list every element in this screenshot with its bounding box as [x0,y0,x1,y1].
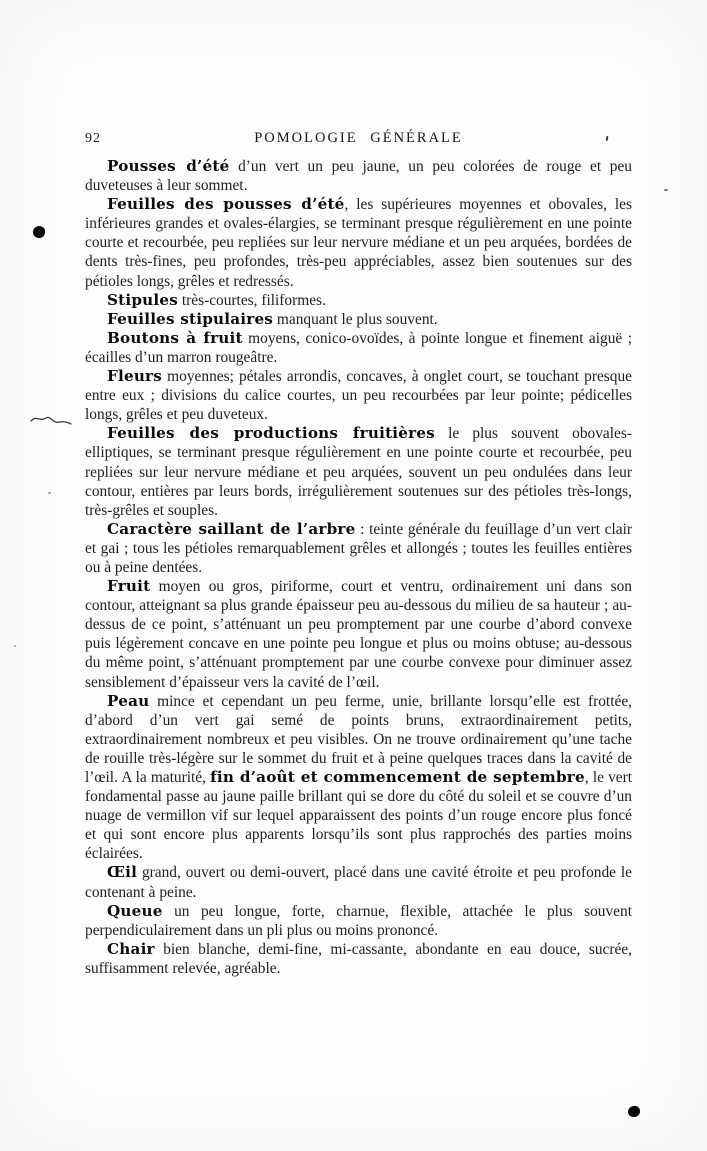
paragraph-text: mince et cependant un peu ferme, unie, brillante lorsqu’elle est frottée, d’abord d’un vert gai semé de points bruns, extraordinairement petits, extraordinairement nombreux et peu visibles. On ne trouve ordinairement qu’une tache de rouille très-légère sur le sommet du fruit et à peine quelques traces dans la cavité de l’œil. A la maturité, [85,692,632,786]
paragraph-lead-bold: Pousses d’été [107,157,230,175]
paragraph-text: manquant le plus souvent. [273,310,438,328]
paragraph-lead-bold: Queue [107,901,163,920]
paragraph [85,291,632,310]
paragraph-text: : teinte générale du feuillage d’un vert clair et gai ; tous les pétioles remarquablement grêles et allongés ; toutes les feuilles entières ou à peine dentées. [85,520,632,576]
paragraph-text: le plus souvent obovales-elliptiques, se terminant presque régulièrement en une pointe courte et recourbée, peu repliées sur leur nervure médiane et peu arquées, souvent un peu ondulées dans leur contour, entières par leurs bords, irrégulièrement soutenues sur des pétioles très-longs, très-grêles et souples. [85,425,632,519]
paragraph-lead-bold: Feuilles des pousses d’été [107,195,345,214]
scan-speck-icon [14,645,16,647]
paragraph-lead-bold: fin d’août et commencement de septembre [210,768,585,786]
page-number: 92 [85,131,101,146]
paragraph-text: moyens, conico-ovoïdes, à pointe longue et finement aiguë ; écailles d’un marron rougeâtre. [85,329,632,366]
paragraph-lead-bold: Chair [107,939,155,958]
paragraph [85,692,632,864]
paragraph [85,577,632,692]
paragraph [85,329,632,367]
scan-speck-icon [48,492,51,494]
paragraph-lead-bold: Œil [107,863,138,882]
scan-speck-icon [664,189,668,191]
paragraph-lead-bold: Stipules [107,290,178,309]
page-header [85,130,632,150]
paragraph [85,367,632,424]
paragraph-text: moyennes; pétales arrondis, concaves, à onglet court, se touchant presque entre eux ; divisions du calice courtes, un peu recourbées par leur pointe; pédicelles longs, grêles et peu duveteux. [85,368,632,424]
paragraph-text: un peu longue, forte, charnue, flexible, attachée le plus souvent perpendiculairement dans un pli plus ou moins prononcé. [85,902,632,939]
paragraph-text: grand, ouvert ou demi-ouvert, placé dans une cavité étroite et peu profonde le contenant à peine. [85,864,632,901]
paragraph-text: moyen ou gros, piriforme, court et ventru, ordinairement uni dans son contour, atteignant sa plus grande épaisseur peu au-dessous du milieu de sa hauteur ; au-dessus de ce point, s’atténuant un peu promptement par une courbe d’abord convexe puis légèrement concave en une pointe peu longue et plus ou moins obtuse; au-dessous du même point, s’atténuant promptement par une courbe convexe pour diminuer assez sensiblement d’épaisseur vers la cavité de l’œil. [85,578,632,691]
ink-dot-left-margin [32,225,47,240]
paragraph-text: , le vert fondamental passe au jaune paille brillant qui se dore du côté du soleil et se couvre d’un nuage de vermillon vif sur lequel apparaissent des points d’un rouge encore plus foncé et qui sont encore plus apparents lorsqu’ils sont plus rapprochés des parties moins éclairées. [85,769,633,863]
paragraph [85,520,632,577]
paragraph [85,157,632,195]
paragraph [85,863,632,901]
paragraph-lead-bold: Fruit [107,577,151,596]
paragraph [85,195,632,290]
paragraph-text: d’un vert un peu jaune, un peu colorées de rouge et peu duveteuses à leur sommet. [85,158,633,195]
paragraph [85,902,632,940]
paragraph-lead-bold: Peau [107,691,150,710]
paragraph-text: bien blanche, demi-fine, mi-cassante, abondante en eau douce, sucrée, suffisamment relevée, agréable. [85,940,632,977]
paragraph-lead-bold: Caractère saillant de l’arbre [107,519,356,538]
paragraph-text: très-courtes, filiformes. [178,291,326,309]
paragraph-lead-bold: Boutons à fruit [107,328,243,347]
paragraph-text: , les supérieures moyennes et obovales, les inférieures grandes et ovales-élargies, se terminant presque régulièrement en une pointe courte et recourbée, peu repliées sur leur nervure médiane et un peu arquées, bordées de dents très-fines, peu profondes, très-peu appréciables, assez bien soutenues sur des pétioles longs, grêles et redressés. [85,196,632,290]
pen-squiggle-mark [29,411,73,433]
paragraph [85,310,632,329]
page-title: POMOLOGIE GÉNÉRALE [254,130,463,146]
ink-dot-bottom-right [627,1105,640,1118]
text-body [85,157,632,978]
paragraph-lead-bold: Feuilles des productions fruitières [107,424,435,443]
paragraph [85,940,632,978]
paragraph [85,424,632,519]
paragraph-lead-bold: Fleurs [107,367,163,386]
paragraph-lead-bold: Feuilles stipulaires [107,309,274,328]
